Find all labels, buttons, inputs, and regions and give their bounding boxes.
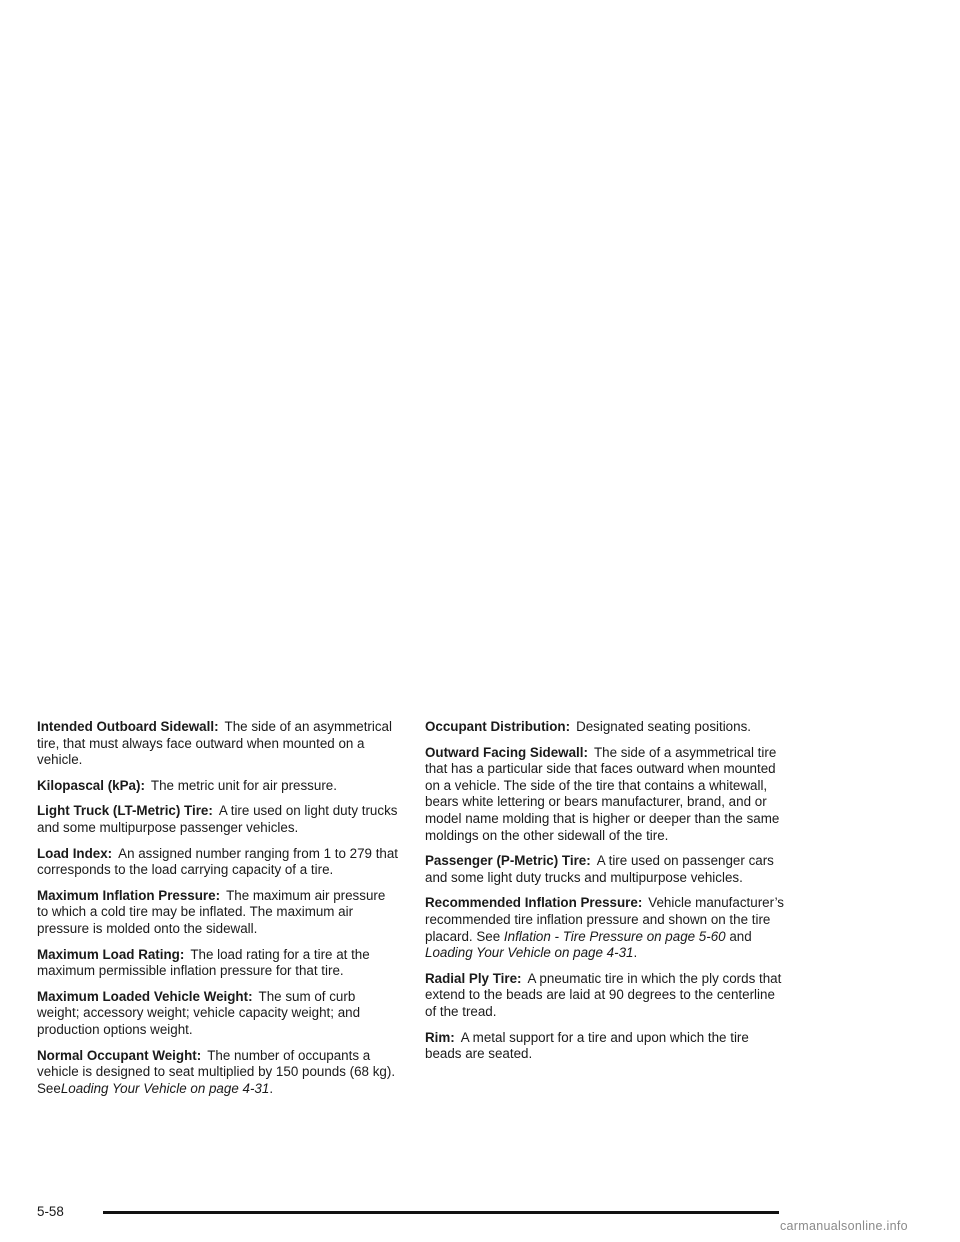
glossary-definition: The side of a asymmetrical tire that has a particular side that faces outward when mounted on a vehicle. The side of the tire that contains a whitewall, bears white lettering or bears manufacturer, brand, and or model name molding that is higher or deeper than the same moldings on the other sidewall of the tire. (425, 744, 780, 843)
glossary-entry (37, 947, 399, 980)
glossary-entry (37, 989, 399, 1039)
glossary-term: Radial Ply Tire: (425, 970, 522, 986)
glossary-definition: The metric unit for air pressure. (150, 777, 337, 793)
glossary-definition: Vehicle manufacturer’s recommended tire inflation pressure and shown on the tire placard. See (425, 895, 784, 944)
glossary-term: Passenger (P-Metric) Tire: (425, 853, 591, 869)
glossary-definition: An assigned number ranging from 1 to 279 that corresponds to the load carrying capacity of a tire. (37, 845, 399, 878)
glossary-entry (425, 719, 787, 736)
cross-reference-link[interactable]: Loading Your Vehicle on page 4-31 (425, 945, 634, 961)
glossary-entry (425, 895, 787, 961)
punctuation: . (269, 1080, 274, 1096)
glossary-entry (37, 846, 399, 879)
glossary-term: Load Index: (37, 845, 113, 861)
glossary-term: Normal Occupant Weight: (37, 1047, 202, 1063)
glossary-term: Rim: (425, 1029, 455, 1045)
glossary-definition: A pneumatic tire in which the ply cords that extend to the beads are laid at 90 degrees to the centerline of the tread. (425, 970, 782, 1019)
glossary-definition: The side of an asymmetrical tire, that must always face outward when mounted on a vehicle. (37, 719, 392, 768)
cross-reference-link[interactable]: Loading Your Vehicle on page 4-31 (60, 1080, 270, 1096)
glossary-entry (425, 745, 787, 845)
footer-divider (103, 1211, 779, 1214)
glossary-term: Occupant Distribution: (425, 719, 571, 734)
right-column (425, 719, 787, 1072)
cross-reference-link[interactable]: Inflation - Tire Pressure on page 5-60 (503, 928, 726, 944)
glossary-term: Maximum Inflation Pressure: (37, 887, 221, 903)
glossary-entry (37, 803, 399, 836)
glossary-entry (37, 778, 399, 795)
glossary-term: Maximum Load Rating: (37, 946, 185, 962)
glossary-term: Maximum Loaded Vehicle Weight: (37, 988, 253, 1004)
glossary-term: Recommended Inflation Pressure: (425, 895, 643, 911)
glossary-term: Light Truck (LT-Metric) Tire: (37, 803, 213, 819)
glossary-definition: Designated seating positions. (576, 719, 751, 734)
conjunction: and (729, 928, 752, 944)
glossary-entry (37, 719, 399, 769)
page-number: 5-58 (37, 1204, 64, 1219)
glossary-term: Kilopascal (kPa): (37, 777, 145, 793)
glossary-definition: A tire used on light duty trucks and some multipurpose passenger vehicles. (37, 803, 398, 835)
watermark-text: carmanualsonline.info (780, 1219, 908, 1233)
glossary-definition: The number of occupants a vehicle is designed to seat multiplied by 150 pounds (68 kg). See (37, 1047, 396, 1096)
glossary-entry (37, 888, 399, 938)
glossary-definition: A metal support for a tire and upon which the tire beads are seated. (425, 1029, 749, 1062)
glossary-entry (425, 1030, 787, 1063)
glossary-definition: A tire used on passenger cars and some light duty trucks and multipurpose vehicles. (425, 853, 774, 885)
glossary-definition: The load rating for a tire at the maximum permissible inflation pressure for that tire. (37, 946, 370, 979)
glossary-term: Outward Facing Sidewall: (425, 744, 588, 760)
punctuation: . (633, 945, 638, 961)
glossary-definition: The sum of curb weight; accessory weight; vehicle capacity weight; and production options weight. (37, 988, 361, 1037)
glossary-entry (425, 971, 787, 1021)
glossary-definition: The maximum air pressure to which a cold tire may be inflated. The maximum air pressure is molded onto the sidewall. (37, 887, 386, 936)
glossary-entry (37, 1048, 399, 1098)
glossary-term: Intended Outboard Sidewall: (37, 719, 219, 734)
glossary-entry (425, 853, 787, 886)
left-column (37, 719, 399, 1106)
